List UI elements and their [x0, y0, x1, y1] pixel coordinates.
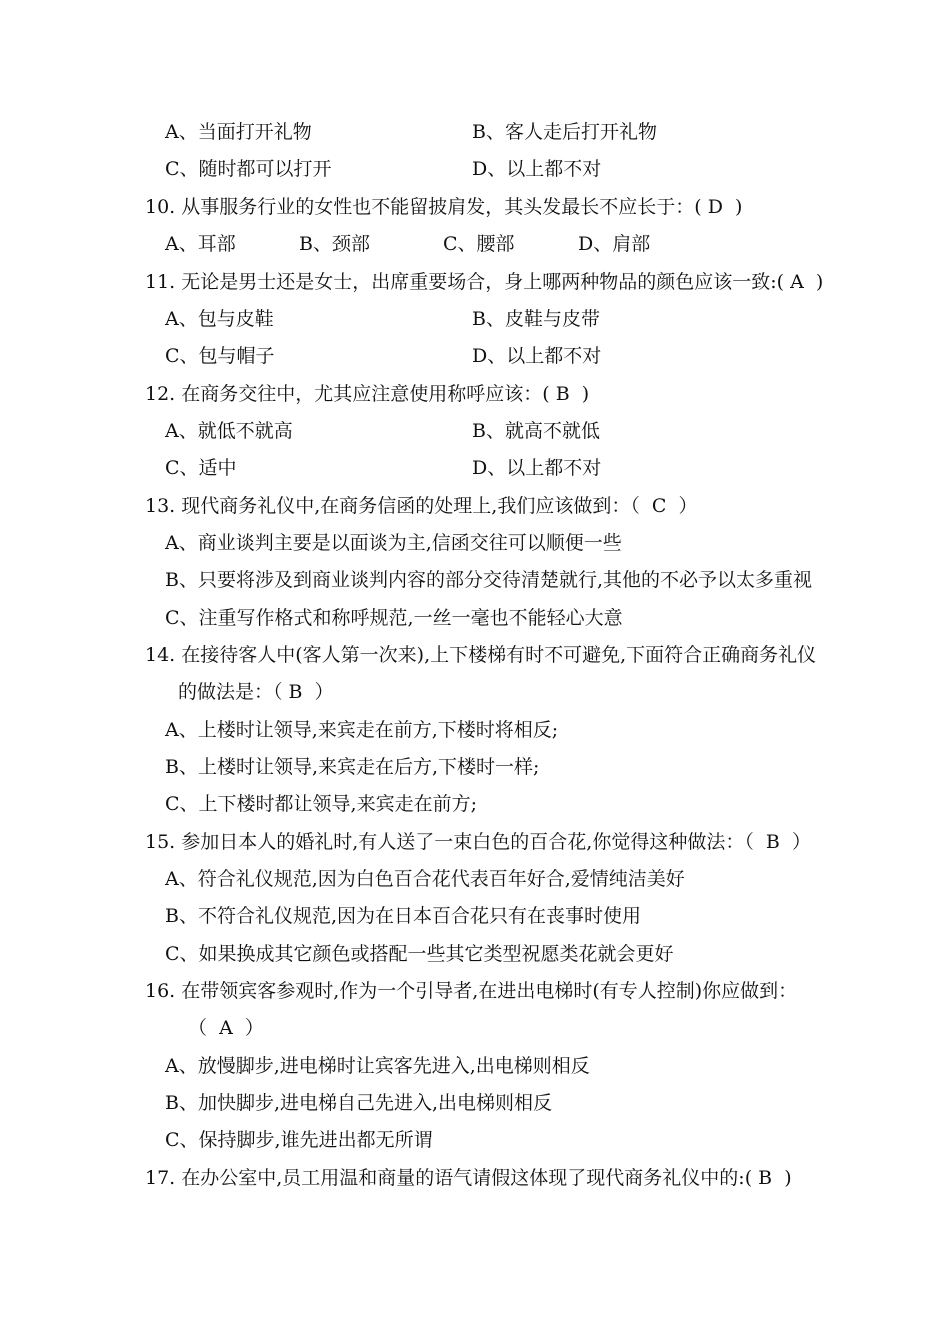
q11-option-d: D、以上都不对	[472, 345, 602, 367]
q17-stem: 17. 在办公室中,员工用温和商量的语气请假这体现了现代商务礼仪中的:( B )	[145, 1167, 792, 1189]
q14-stem-continued: 的做法是：（ B ）	[178, 681, 334, 703]
q13-option-c: C、注重写作格式和称呼规范,一丝一毫也不能轻心大意	[165, 607, 623, 629]
q12-stem: 12. 在商务交往中，尤其应注意使用称呼应该：( B )	[145, 383, 590, 405]
q13-option-b: B、只要将涉及到商业谈判内容的部分交待清楚就行,其他的不必予以太多重视	[165, 569, 813, 591]
q9-option-b: B、客人走后打开礼物	[472, 121, 657, 143]
q9-option-a: A、当面打开礼物	[165, 121, 312, 143]
q10-option-a: A、耳部	[165, 233, 236, 255]
q15-stem: 15. 参加日本人的婚礼时,有人送了一束白色的百合花,你觉得这种做法：（ B ）	[145, 831, 811, 853]
q9-option-c: C、随时都可以打开	[165, 158, 332, 180]
q14-option-c: C、上下楼时都让领导,来宾走在前方;	[165, 793, 477, 815]
q16-stem-continued: （ A ）	[188, 1017, 264, 1039]
q10-option-b: B、颈部	[299, 233, 370, 255]
q16-option-b: B、加快脚步,进电梯自己先进入,出电梯则相反	[165, 1092, 553, 1114]
q12-option-c: C、适中	[165, 457, 237, 479]
q13-stem: 13. 现代商务礼仪中,在商务信函的处理上,我们应该做到：（ C ）	[145, 495, 698, 517]
q12-option-a: A、就低不就高	[165, 420, 293, 442]
q12-option-d: D、以上都不对	[472, 457, 602, 479]
q16-stem: 16. 在带领宾客参观时,作为一个引导者,在进出电梯时(有专人控制)你应做到：	[145, 980, 798, 1002]
q10-stem: 10. 从事服务行业的女性也不能留披肩发，其头发最长不应长于：( D )	[145, 196, 743, 218]
q14-option-b: B、上楼时让领导,来宾走在后方,下楼时一样;	[165, 756, 540, 778]
q13-option-a: A、商业谈判主要是以面谈为主,信函交往可以顺便一些	[165, 532, 622, 554]
q15-option-c: C、如果换成其它颜色或搭配一些其它类型祝愿类花就会更好	[165, 943, 674, 965]
q9-option-d: D、以上都不对	[472, 158, 602, 180]
q16-option-c: C、保持脚步,谁先进出都无所谓	[165, 1129, 433, 1151]
q15-option-a: A、符合礼仪规范,因为白色百合花代表百年好合,爱情纯洁美好	[165, 868, 685, 890]
q11-stem: 11. 无论是男士还是女士，出席重要场合，身上哪两种物品的颜色应该一致:( A )	[145, 271, 824, 293]
q11-option-a: A、包与皮鞋	[165, 308, 274, 330]
q16-option-a: A、放慢脚步,进电梯时让宾客先进入,出电梯则相反	[165, 1055, 590, 1077]
q14-option-a: A、上楼时让领导,来宾走在前方,下楼时将相反;	[165, 719, 559, 741]
q10-option-c: C、腰部	[443, 233, 515, 255]
q11-option-b: B、皮鞋与皮带	[472, 308, 600, 330]
q15-option-b: B、不符合礼仪规范,因为在日本百合花只有在丧事时使用	[165, 905, 642, 927]
q12-option-b: B、就高不就低	[472, 420, 600, 442]
q14-stem: 14. 在接待客人中(客人第一次来),上下楼梯有时不可避免,下面符合正确商务礼仪	[145, 644, 817, 666]
q10-option-d: D、肩部	[578, 233, 651, 255]
q11-option-c: C、包与帽子	[165, 345, 275, 367]
